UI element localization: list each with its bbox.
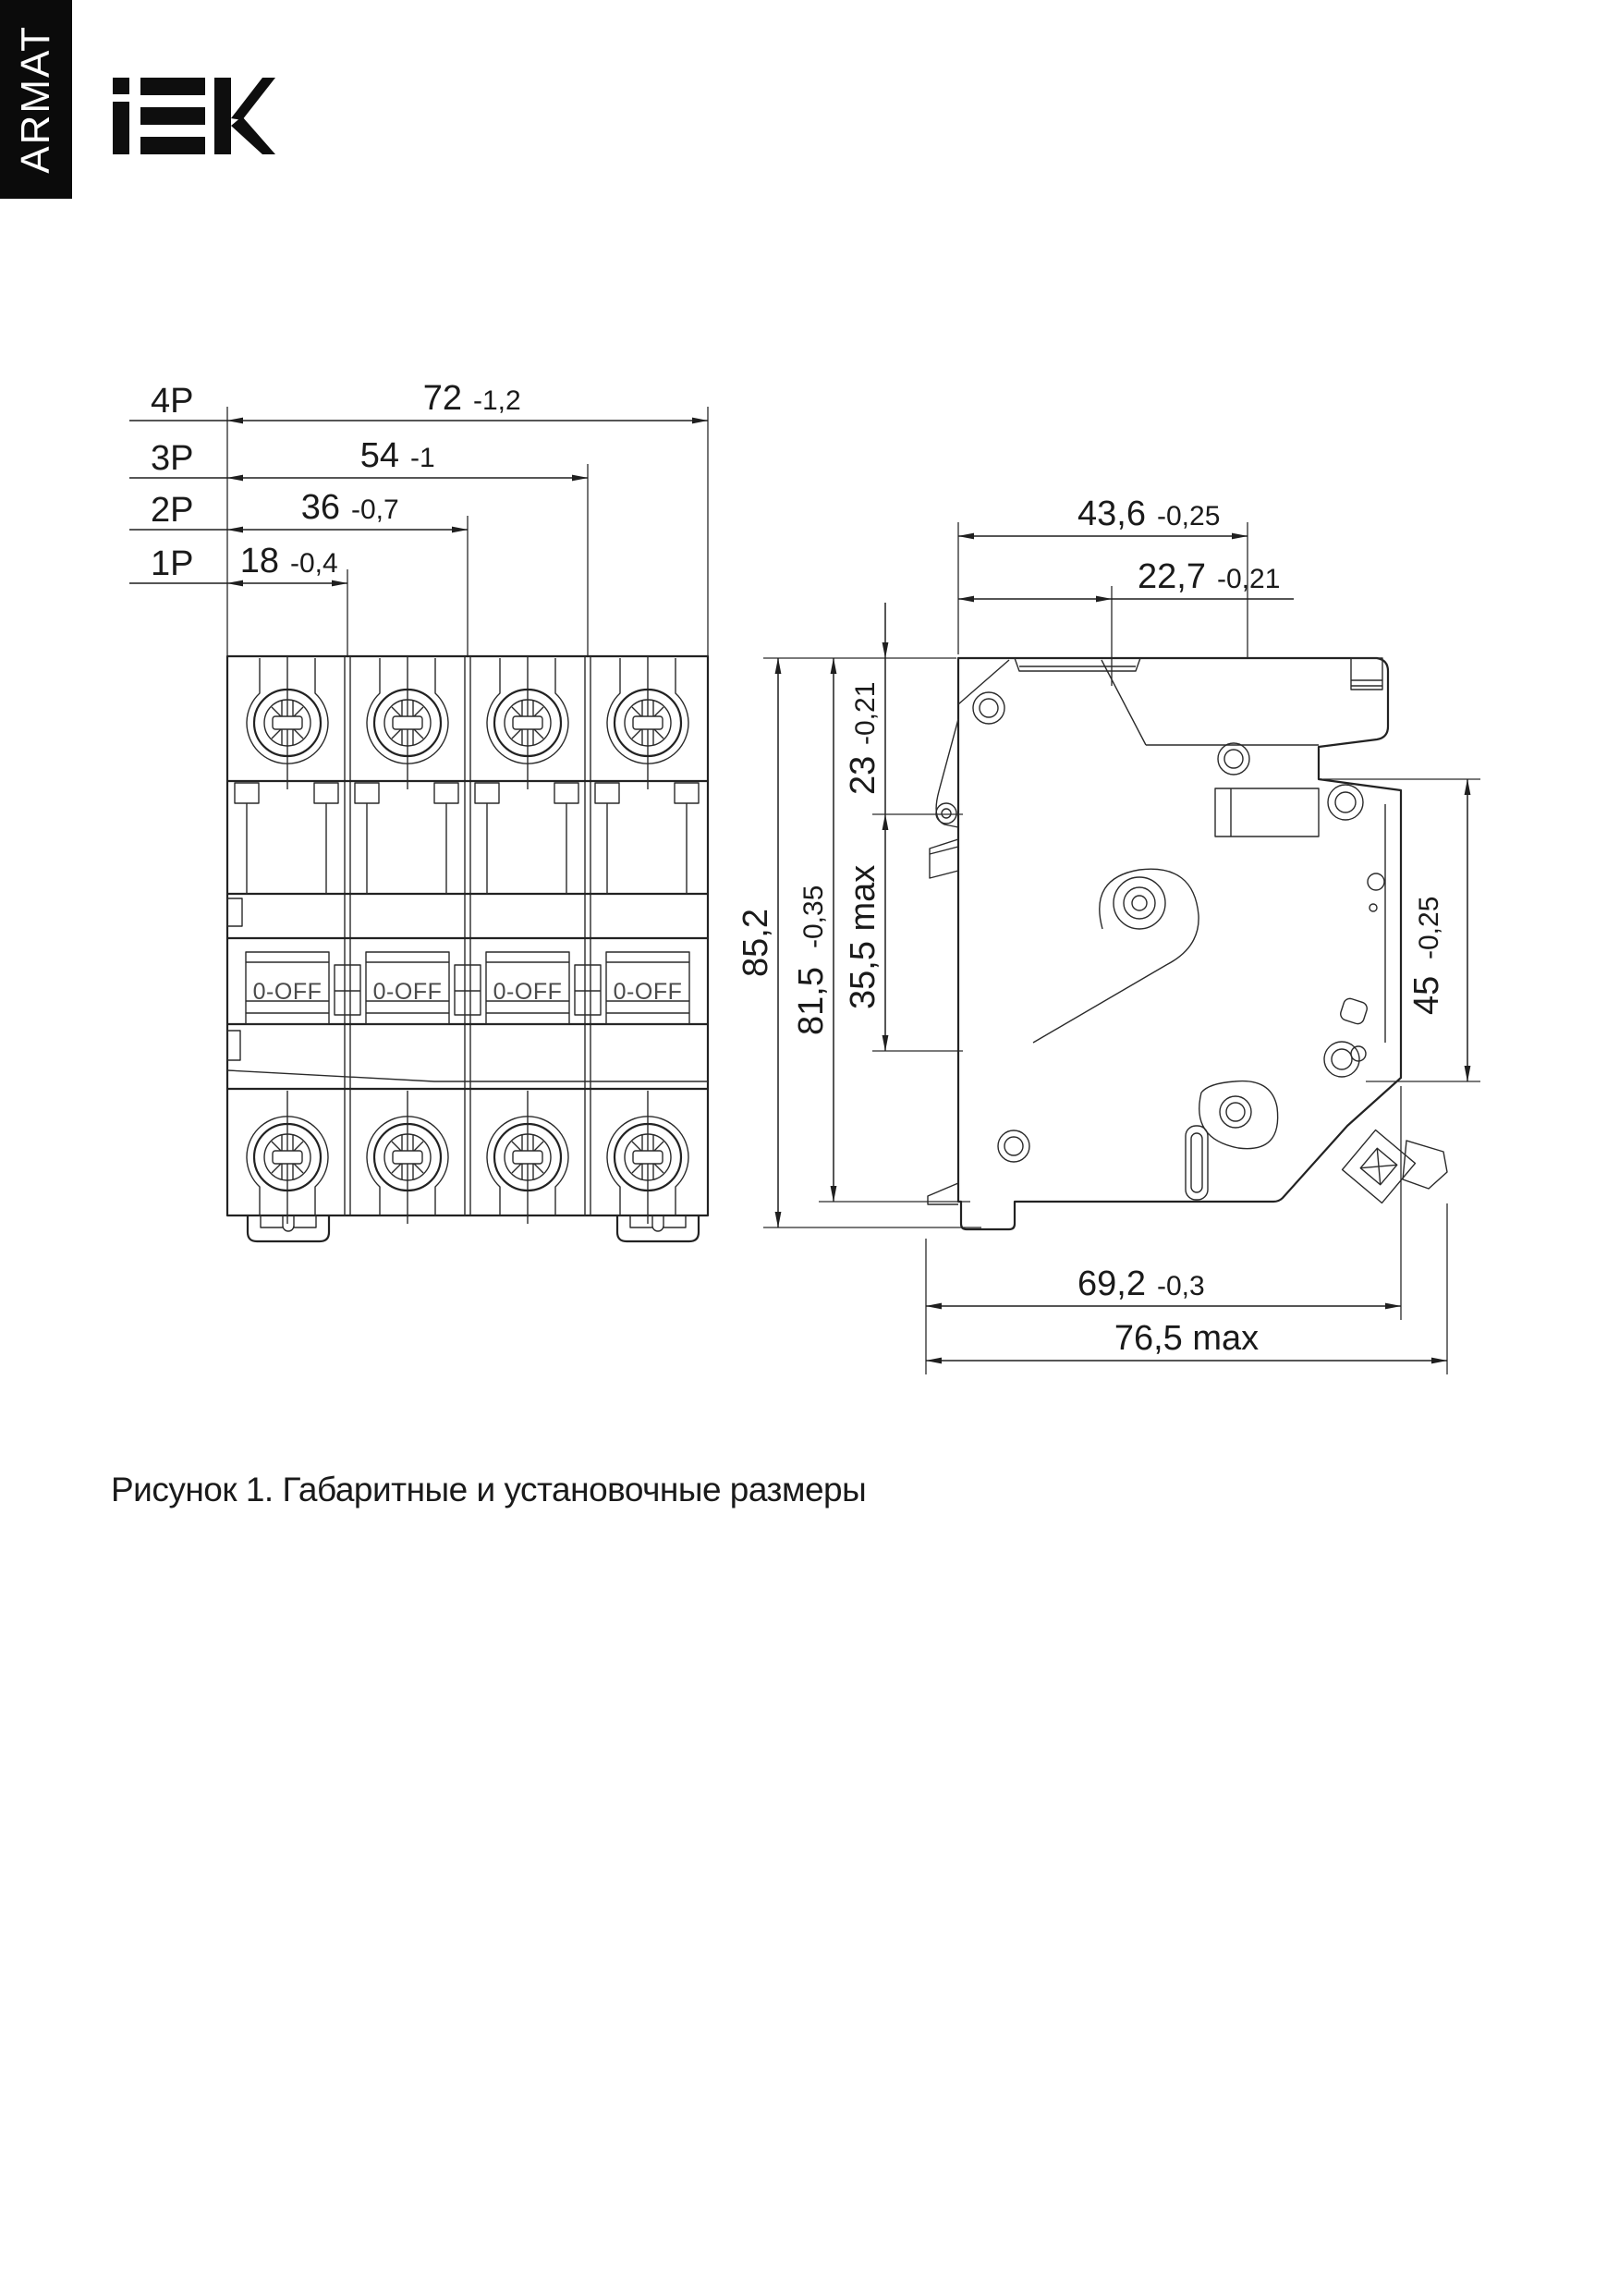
toggle-label: 0-OFF bbox=[252, 979, 323, 1005]
dim-tolerance: -0,21 bbox=[1217, 564, 1281, 594]
screw-terminal bbox=[494, 656, 561, 789]
brand-series-label: ARMAT bbox=[13, 25, 58, 174]
dim-tolerance: -0,3 bbox=[1157, 1271, 1205, 1301]
side-dimensions bbox=[736, 495, 1480, 1374]
front-terminal-screws-top bbox=[247, 656, 688, 789]
screw-terminal bbox=[615, 656, 681, 789]
front-view-body bbox=[227, 656, 708, 1241]
toggle-label: 0-OFF bbox=[613, 979, 683, 1005]
dim-value: 18 bbox=[239, 542, 279, 580]
screw-terminal bbox=[615, 1091, 681, 1224]
dim-value: 72 bbox=[422, 379, 462, 418]
dim-tolerance: -0,25 bbox=[1414, 896, 1444, 959]
dim-value: 85,2 bbox=[736, 909, 775, 977]
front-view bbox=[129, 379, 708, 1241]
dim-3p bbox=[129, 436, 588, 478]
front-midsection-tabs bbox=[235, 783, 699, 894]
dim-tolerance: -1,2 bbox=[473, 385, 521, 416]
case-contours bbox=[1033, 804, 1385, 1149]
dim-1p bbox=[129, 542, 347, 583]
dim-4p bbox=[129, 379, 708, 421]
dim-tolerance: -0,7 bbox=[351, 495, 399, 525]
toggle-label: 0-OFF bbox=[493, 979, 563, 1005]
dim-tolerance: -1 bbox=[410, 443, 435, 473]
dim-value: 23 bbox=[844, 755, 883, 795]
dim-value: 69,2 bbox=[1077, 1264, 1146, 1303]
dim-value: 43,6 bbox=[1077, 495, 1146, 533]
pole-label: 4P bbox=[151, 382, 194, 421]
screw-terminal bbox=[374, 1091, 441, 1224]
dim-value: 36 bbox=[300, 488, 340, 527]
dim-tolerance: -0,25 bbox=[1157, 501, 1221, 531]
dim-top-to-rail bbox=[844, 603, 963, 1051]
pole-label: 3P bbox=[151, 439, 194, 478]
screw-terminal bbox=[494, 1091, 561, 1224]
toggle-label: 0-OFF bbox=[372, 979, 443, 1005]
dim-tolerance: -0,4 bbox=[290, 548, 338, 579]
terminal-clamp-screw bbox=[1343, 1130, 1447, 1203]
front-toggle-row bbox=[246, 952, 689, 1024]
pole-label: 1P bbox=[151, 544, 194, 583]
front-din-clips bbox=[248, 1215, 699, 1241]
dim-value: 54 bbox=[359, 436, 399, 475]
dim-tolerance: -0,35 bbox=[798, 885, 829, 948]
dim-value: 81,5 bbox=[792, 967, 831, 1035]
dim-value: 45 bbox=[1407, 975, 1446, 1015]
front-dimensions bbox=[129, 379, 708, 656]
front-terminal-screws-bottom bbox=[247, 1091, 688, 1224]
dim-value: 76,5 max bbox=[1114, 1319, 1260, 1358]
side-view bbox=[736, 495, 1480, 1374]
dim-value: 35,5 max bbox=[844, 864, 883, 1009]
case-rivets bbox=[973, 692, 1363, 1162]
dim-tolerance: -0,21 bbox=[850, 681, 881, 745]
screw-terminal bbox=[374, 656, 441, 789]
din-clip bbox=[617, 1215, 699, 1241]
dim-2p bbox=[129, 488, 468, 530]
pole-label: 2P bbox=[151, 491, 194, 530]
side-view-body bbox=[928, 658, 1447, 1229]
screw-terminal bbox=[254, 656, 321, 789]
din-rail-latch bbox=[928, 719, 958, 1204]
din-clip bbox=[248, 1215, 329, 1241]
figure-caption: Рисунок 1. Габаритные и установочные размеры bbox=[111, 1471, 867, 1508]
screw-terminal bbox=[254, 1091, 321, 1224]
dim-value: 22,7 bbox=[1138, 557, 1206, 596]
